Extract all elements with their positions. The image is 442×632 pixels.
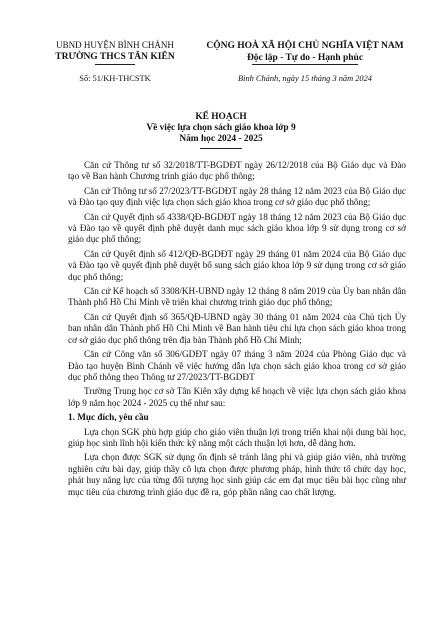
nation-name: CỘNG HOÀ XÃ HỘI CHỦ NGHĨA VIỆT NAM xyxy=(206,41,404,51)
paragraph: Trường Trung học cơ sở Tân Kiên xây dựng kế hoạch về việc lựa chọn sách giáo khoa lớp 9 năm học 2024 - 2025 cụ thể như sau: xyxy=(68,386,406,408)
paragraph: Căn cứ Kế hoạch số 3308/KH-UBND ngày 12 tháng 8 năm 2019 của Ủy ban nhân dân Thành phố Hồ Chí Minh về triển khai chương trình giáo dục phổ thông; xyxy=(68,286,406,308)
paragraph: Căn cứ Công văn số 306/GDĐT ngày 07 tháng 3 năm 2024 của Phòng Giáo dục và Đào tạo huyện Bình Chánh về việc hướng dẫn lựa chọn sách giáo khoa trong cơ sở giáo dục phổ thông theo Thông tư 27/2023/TT-BGDĐT xyxy=(68,349,406,382)
paragraph: Lựa chọn được SGK sử dụng ổn định sẽ tránh lãng phí và giúp giáo viên, nhà trường nghiên cứu bài dạy, giúp thầy cô lựa chọn được phương pháp, hình thức tổ chức dạy học, phát huy năng lực của từng đối tượng học sinh giúp các em đạt mục tiêu bài học cũng như mục tiêu của chương trình giáo dục đề ra, góp phần nâng cao chất lượng. xyxy=(68,452,406,497)
school-year: Năm học 2024 - 2025 xyxy=(179,134,263,144)
title-underline xyxy=(200,148,242,149)
motto-underline xyxy=(252,64,358,65)
paragraph: Căn cứ Quyết định số 412/QĐ-BGDĐT ngày 29 tháng 01 năm 2024 của Bộ Giáo dục và Đào tạo về quyết định phê duyệt bổ sung sách giáo khoa lớp 9 sử dụng trong cơ sở giáo dục phổ thông; xyxy=(68,248,406,282)
document-body xyxy=(68,160,406,501)
doc-type: KẾ HOẠCH xyxy=(195,112,247,122)
paragraph: Căn cứ Thông tư số 27/2023/TT-BGDĐT ngày 28 tháng 12 năm 2023 của Bộ Giáo dục và Đào tạo quy định việc lựa chọn sách giáo khoa trong cơ sở giáo dục phổ thông; xyxy=(68,185,406,208)
document-header xyxy=(0,40,442,100)
agency-underline xyxy=(95,64,135,65)
national-title xyxy=(190,40,420,64)
issuing-agency xyxy=(40,40,190,63)
paragraph: Lựa chọn SGK phù hợp giúp cho giáo viên thuận lợi trong triển khai nội dung bài học, giúp học sinh lĩnh hội kiến thức kỹ năng một cách thuận lợi hơn, dễ dàng hơn. xyxy=(68,426,406,448)
national-motto: Độc lập - Tự do - Hạnh phúc xyxy=(246,53,364,63)
paragraph: Căn cứ Quyết định số 4338/QĐ-BGDĐT ngày 18 tháng 12 năm 2023 của Bộ Giáo dục và Đào tạo về quyết định phê duyệt danh mục sách giáo khoa lớp 9 sử dụng trong cơ sở giáo dục phổ thông; xyxy=(68,211,406,245)
paragraph: Căn cứ Quyết định số 365/QĐ-UBND ngày 30 tháng 01 năm 2024 của Chủ tịch Ủy ban nhân dân Thành phố Hồ Chí Minh về Ban hành tiêu chí lựa chọn sách giáo khoa trong cơ sở giáo dục phổ thông trên địa bàn Thành phố Hồ Chí Minh; xyxy=(68,311,406,345)
doc-subject: Về việc lựa chọn sách giáo khoa lớp 9 xyxy=(146,123,296,133)
agency-line-2: TRƯỜNG THCS TÂN KIÊN xyxy=(55,52,175,62)
place-date: Bình Chánh, ngày 15 tháng 3 năm 2024 xyxy=(238,74,372,83)
agency-line-1: UBND HUYỆN BÌNH CHÁNH xyxy=(56,40,174,50)
section-heading: 1. Mục đích, yêu cầu xyxy=(68,412,149,423)
paragraph: Căn cứ Thông tư số 32/2018/TT-BGDĐT ngày 26/12/2018 của Bộ Giáo dục và Đào tạo về Ban hành Chương trình giáo dục phổ thông; xyxy=(68,160,406,182)
document-number: Số: 51/KH-THCSTK xyxy=(79,74,151,83)
